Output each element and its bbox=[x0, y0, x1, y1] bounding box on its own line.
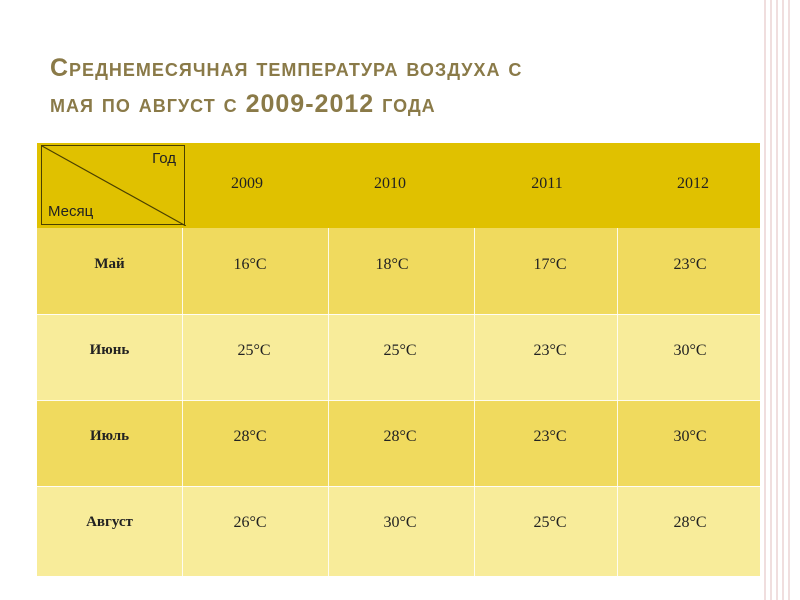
value-cell: 30°С bbox=[383, 514, 417, 531]
value-cell: 25°С bbox=[533, 514, 567, 531]
decor-stripe bbox=[776, 0, 778, 600]
row-divider bbox=[37, 400, 760, 401]
value-cell: 16°С bbox=[233, 256, 267, 273]
decor-stripe bbox=[764, 0, 766, 600]
value-cell: 28°С bbox=[673, 514, 707, 531]
column-divider bbox=[328, 228, 329, 576]
value-cell: 30°С bbox=[673, 342, 707, 359]
table-row bbox=[37, 400, 760, 486]
table-header bbox=[37, 143, 760, 228]
value-cell: 23°С bbox=[533, 342, 567, 359]
value-cell: 30°С bbox=[673, 428, 707, 445]
decor-stripe bbox=[788, 0, 790, 600]
row-divider bbox=[37, 314, 760, 315]
value-cell: 26°С bbox=[233, 514, 267, 531]
corner-cell bbox=[41, 145, 185, 225]
column-divider bbox=[474, 228, 475, 576]
value-cell: 28°С bbox=[233, 428, 267, 445]
decor-stripe bbox=[782, 0, 784, 600]
month-cell: Май bbox=[94, 256, 125, 272]
row-divider bbox=[37, 486, 760, 487]
year-header-2009: 2009 bbox=[231, 175, 263, 192]
month-cell: Июль bbox=[89, 428, 130, 444]
value-cell: 25°С bbox=[383, 342, 417, 359]
month-cell: Август bbox=[86, 514, 133, 530]
year-header-2010: 2010 bbox=[374, 175, 406, 192]
title-line-1: Среднемесячная температура воздуха с bbox=[50, 54, 523, 82]
column-divider bbox=[617, 228, 618, 576]
column-divider bbox=[182, 228, 183, 576]
temperature-table bbox=[37, 143, 760, 576]
value-cell: 18°С bbox=[375, 256, 409, 273]
table-row bbox=[37, 228, 760, 314]
value-cell: 17°С bbox=[533, 256, 567, 273]
value-cell: 25°С bbox=[237, 342, 271, 359]
value-cell: 23°С bbox=[533, 428, 567, 445]
title-line-2: мая по август с 2009-2012 года bbox=[50, 90, 436, 118]
page-title bbox=[50, 50, 690, 122]
decor-stripe bbox=[770, 0, 772, 600]
corner-month-label: Месяц bbox=[48, 203, 94, 220]
year-header-2011: 2011 bbox=[531, 175, 563, 192]
corner-year-label: Год bbox=[152, 150, 176, 167]
value-cell: 23°С bbox=[673, 256, 707, 273]
value-cell: 28°С bbox=[383, 428, 417, 445]
table-row bbox=[37, 314, 760, 400]
table-row bbox=[37, 486, 760, 576]
month-cell: Июнь bbox=[89, 342, 130, 358]
year-header-2012: 2012 bbox=[677, 175, 709, 192]
